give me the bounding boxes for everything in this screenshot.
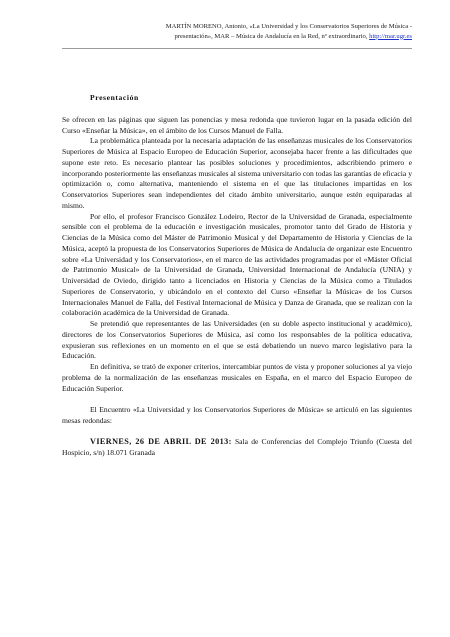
header-divider bbox=[62, 48, 412, 49]
document-body bbox=[62, 93, 412, 459]
paragraph-intro: Se ofrecen en las páginas que siguen las ponencias y mesa redonda que tuvieron lugar en la pasada edición del Curso «Enseñar la Música», en el ámbito de los Cursos Manuel de Falla. bbox=[62, 114, 412, 135]
paragraph-round-tables: El Encuentro «La Universidad y los Conservatorios Superiores de Música» se articuló en las siguientes mesas redondas: bbox=[62, 405, 412, 425]
paragraph-rector: Por ello, el profesor Francisco González Lodeiro, Rector de la Universidad de Granada, especialmente sensible con el problema de la educación e investigación musicales, promotor tanto del Grado de Historia y Ciencias de la Música como del Máster de Patrimonio Musical y del Departamento de Historia y Ciencias de la Música, aceptó la propuesta de los Conservatorios Superiores de Música de Andalucía de organizar este Encuentro sobre «La Universidad y los Conservatorios», en el marco de las actividades programadas por el «Máster Oficial de Patrimonio Musical» de la Universidad de Granada, Universidad Internacional de Andalucía (UNIA) y Universidad de Oviedo, dirigido tanto a licenciados en Historia y Ciencias de la Música como a Titulados Superiores de Conservatorio, y ubicándolo en el contexto del Curso «Enseñar la Música» de los Cursos Internacionales Manuel de Falla, del Festival Internacional de Música y Danza de Granada, que se realizan con la colaboración académica de la Universidad de Granada. bbox=[62, 211, 412, 318]
citation-authors: MARTÍN MORENO, Antonio, «La Universidad y los Conservatorios Superiores de Música - bbox=[165, 23, 412, 30]
citation-line-2 bbox=[72, 32, 412, 42]
venue-date: VIERNES, 26 DE ABRIL DE 2013: bbox=[90, 437, 232, 447]
paragraph-problem: La problemática planteada por la necesaria adaptación de las enseñanzas musicales de los Conservatorios Superiores de Música al Espacio Europeo de Educación Superior, aconsejaba hacer frente a las dificultades que supone este reto. Es necesario plantear las posibles soluciones y procedimientos, adscribiendo primero e incorporando posteriormente las enseñanzas musicales al sistema universitario con todas las garantías de eficacia y optimización o, como alternativa, manteniendo el sistema en el que las titulaciones impartidas en los Conservatorios Superiores sean independientes del citado ámbito universitario, aunque estén equiparadas al mismo. bbox=[62, 136, 412, 210]
paragraph-aims: Se pretendió que representantes de las Universidades (en su doble aspecto institucional y académico), directores de los Conservatorios Superiores de Música, así como los responsables de la política educativa, expusieran sus reflexiones en un momento en el que se está debatiendo un nuevo marco legislativo para la Educación. bbox=[62, 319, 412, 361]
venue-line bbox=[62, 437, 412, 459]
citation-header bbox=[72, 22, 412, 41]
section-title: Presentación bbox=[90, 93, 139, 102]
paragraph-conclusion: En definitiva, se trató de exponer criterios, intercambiar puntos de vista y proponer soluciones al ya viejo problema de la normalización de las enseñanzas musicales en España, en el marco del Espacio Europeo de Educación Superior. bbox=[62, 362, 412, 393]
citation-url-link[interactable]: http://mar.ugr.es bbox=[369, 32, 412, 40]
citation-source: presentación», MAR – Música de Andalucía en la Red, nº extraordinario, bbox=[174, 32, 370, 40]
venue-place: Sala de Conferencias del Complejo Triunfo (Cuesta del Hospicio, s/n) 18.071 Granada bbox=[62, 437, 412, 457]
